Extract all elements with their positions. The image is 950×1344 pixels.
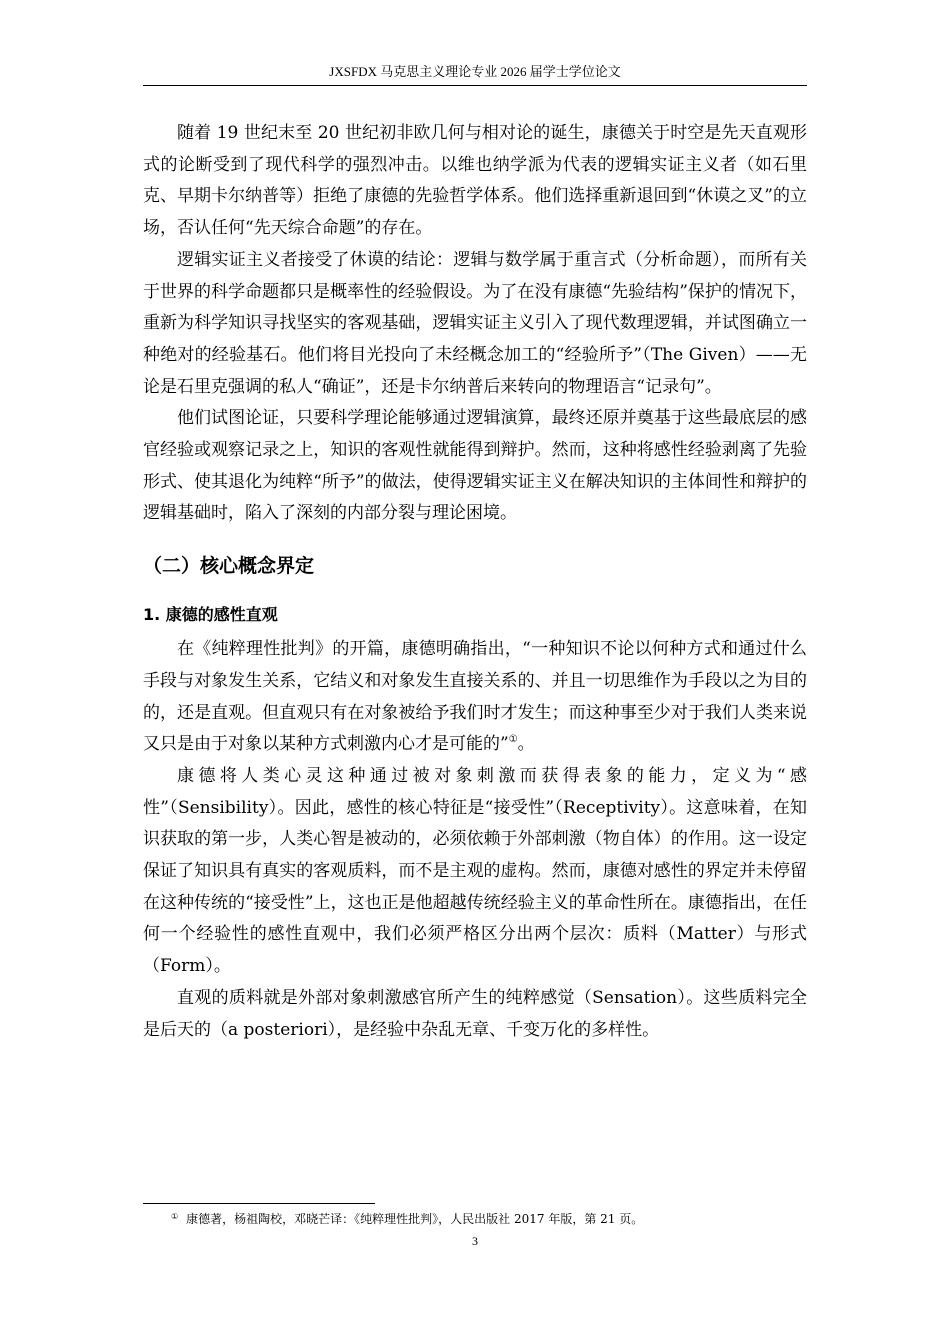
quote-paragraph <box>143 634 807 761</box>
footnote-marker: ① <box>171 1212 179 1221</box>
paragraph: 逻辑实证主义者接受了休谟的结论：逻辑与数学属于重言式（分析命题），而所有关于世界的科学命题都只是概率性的经验假设。为了在没有康德“先验结构”保护的情况下，重新为科学知识寻找坚实的客观基础，逻辑实证主义引入了现代数理逻辑，并试图确立一种绝对的经验基石。他们将目光投向了未经概念加工的“经验所予”（The Given）——无论是石里克强调的私人“确证”，还是卡尔纳普后来转向的物理语言“记录句”。 <box>143 249 807 397</box>
paragraph: 他们试图论证，只要科学理论能够通过逻辑演算，最终还原并奠基于这些最底层的感官经验或观察记录之上，知识的客观性就能得到辩护。然而，这种将感性经验剥离了先验形式、使其退化为纯粹“所予”的做法，使得逻辑实证主义在解决知识的主体间性和辩护的逻辑基础时，陷入了深刻的内部分裂与理论困境。 <box>143 408 807 524</box>
footnote-text: 康德著，杨祖陶校，邓晓芒译：《纯粹理性批判》，人民出版社 2017 年版，第 21 页。 <box>186 1212 644 1226</box>
section-heading: （二）核心概念界定 <box>143 555 315 578</box>
subsection-heading: 1. 康德的感性直观 <box>143 605 278 625</box>
quote-text: 在《纯粹理性批判》的开篇，康德明确指出，“一种知识不论以何种方式和通过什么手段与对象发生关系，它结义和对象发生直接关系的、并且一切思维作为手段以之为目的的，还是直观。但直观只有在对象被给予我们时才发生；而这种事至少对于我们人类来说又只是由于对象以某种方式刺激内心才是可能的” <box>143 639 807 755</box>
footnote <box>143 1210 807 1228</box>
page-header: JXSFDX 马克思主义理论专业 2026 届学士学位论文 <box>329 64 621 79</box>
body-text <box>143 118 807 1046</box>
header-rule <box>143 85 807 86</box>
paragraph: 直观的质料就是外部对象刺激感官所产生的纯粹感觉（Sensation）。这些质料完全是后天的（a posteriori），是经验中杂乱无章、千变万化的多样性。 <box>143 987 807 1040</box>
paragraph: 康德将人类心灵这种通过被对象刺激而获得表象的能力，定义为“感性”（Sensibility）。因此，感性的核心特征是“接受性”（Receptivity）。这意味着，在知识获取的第一步，人类心智是被动的，必须依赖于外部刺激（物自体）的作用。这一设定保证了知识具有真实的客观质料，而不是主观的虚构。然而，康德对感性的界定并未停留在这种传统的“接受性”上，这也正是他超越传统经验主义的革命性所在。康德指出，在任何一个经验性的感性直观中，我们必须严格区分出两个层次：质料（Matter）与形式（Form）。 <box>143 765 807 977</box>
paragraph: 随着 19 世纪末至 20 世纪初非欧几何与相对论的诞生，康德关于时空是先天直观形式的论断受到了现代科学的强烈冲击。以维也纳学派为代表的逻辑实证主义者（如石里克、早期卡尔纳普等）拒绝了康德的先验哲学体系。他们选择重新退回到“休谟之叉”的立场，否认任何“先天综合命题”的存在。 <box>143 123 807 239</box>
footnote-reference[interactable]: ① <box>508 734 518 746</box>
quote-tail: 。 <box>517 734 535 755</box>
page-number: 3 <box>472 1234 478 1248</box>
footnote-rule <box>143 1203 375 1204</box>
